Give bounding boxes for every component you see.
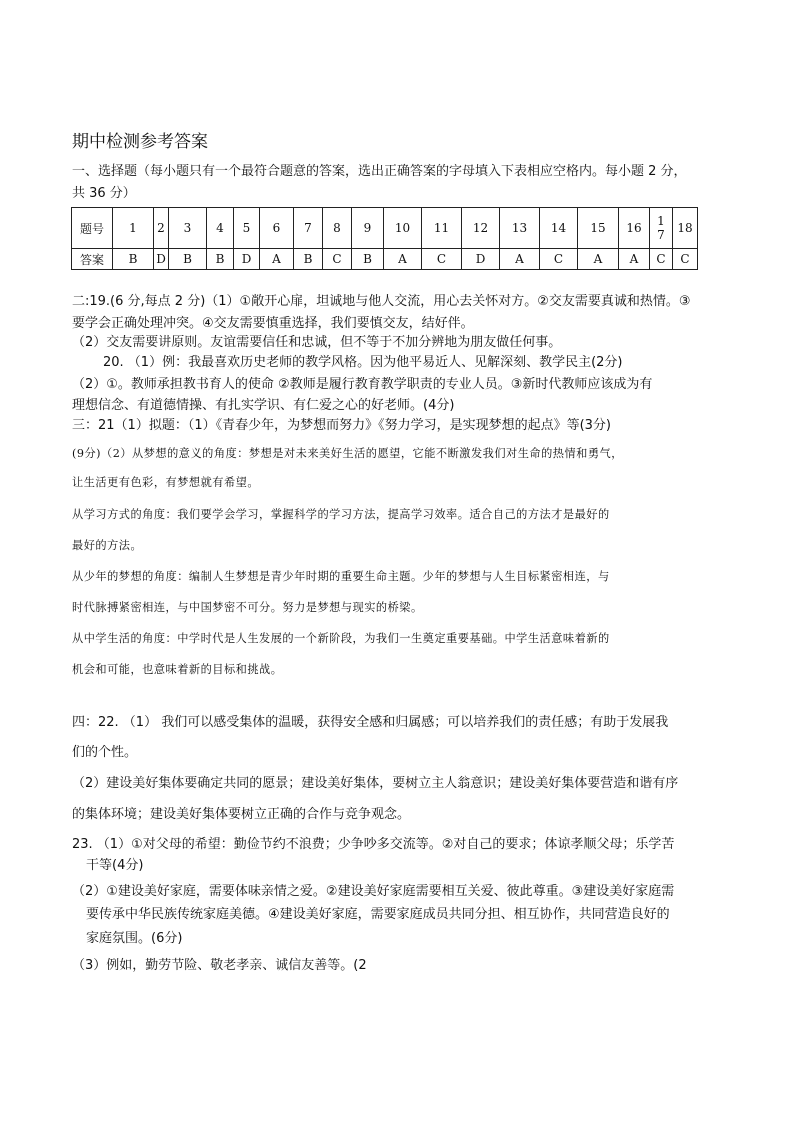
table-cell-answer: C <box>673 249 698 270</box>
answer-line: 要传承中华民族传统家庭美德。④建设美好家庭，需要家庭成员共同分担、相互协作，共同营造良好的 <box>86 907 670 922</box>
table-cell-answer: B <box>113 249 154 270</box>
table-cell-number: 2 <box>154 208 169 249</box>
table-cell-number: 7 <box>294 208 323 249</box>
table-cell-number: 6 <box>260 208 294 249</box>
table-cell-number: 14 <box>540 208 578 249</box>
table-cell-number: 1 <box>113 208 154 249</box>
answer-line: 时代脉搏紧密相连，与中国梦密不可分。努力是梦想与现实的桥梁。 <box>72 601 423 614</box>
table-row-answers <box>72 249 698 270</box>
table-cell-number: 13 <box>500 208 540 249</box>
section1-instruction-line2: 共 36 分） <box>72 186 136 201</box>
answer-line: (9分)（2）从梦想的意义的角度：梦想是对未来美好生活的愿望，它能不断激发我们对生命的热情和勇气， <box>72 447 623 460</box>
table-cell-answer: D <box>154 249 169 270</box>
answer-line: 理想信念、有道德情操、有扎实学识、有仁爱之心的好老师。(4分) <box>72 398 455 413</box>
table-cell-answer: C <box>540 249 578 270</box>
answer-line: （2）建设美好集体要确定共同的愿景；建设美好集体，要树立主人翁意识；建设美好集体要营造和谐有序 <box>72 776 679 791</box>
table-cell-number: 16 <box>619 208 650 249</box>
table-cell-number: 9 <box>352 208 384 249</box>
table-cell-number: 3 <box>169 208 207 249</box>
answer-line: 从中学生活的角度：中学时代是人生发展的一个新阶段，为我们一生奠定重要基础。中学生活意味着新的 <box>72 632 610 645</box>
table-cell-answer: B <box>352 249 384 270</box>
answer-line: （3）例如，勤劳节险、敬老孝亲、诚信友善等。(2 <box>72 958 367 973</box>
answer-line: 23. （1）①对父母的希望：勤俭节约不浪费；少争吵多交流等。②对自己的要求；体谅孝顺父母；乐学苦 <box>72 837 675 852</box>
table-cell-number: 4 <box>207 208 234 249</box>
page-title: 期中检测参考答案 <box>72 132 208 152</box>
answer-line: 四：22. （1） 我们可以感受集体的温暖，获得安全感和归属感；可以培养我们的责任感；有助于发展我 <box>72 715 669 730</box>
answer-line: 们的个性。 <box>72 745 138 760</box>
table-cell-answer: D <box>462 249 500 270</box>
table-cell-number: 12 <box>462 208 500 249</box>
answer-line: 要学会正确处理冲突。④交友需要慎重选择，我们要慎交友，结好伴。 <box>72 316 474 331</box>
answer-line: （2）交友需要讲原则。友谊需要信任和忠诚，但不等于不加分辨地为朋友做任何事。 <box>72 335 562 350</box>
answer-line: 机会和可能，也意味着新的目标和挑战。 <box>72 663 283 676</box>
table-cell-answer: A <box>500 249 540 270</box>
section1-instruction-line1: 一、选择题（每小题只有一个最符合题意的答案，选出正确答案的字母填入下表相应空格内。每小题 2 分， <box>72 164 687 179</box>
table-cell-number: 15 <box>578 208 619 249</box>
table-cell-answer: C <box>422 249 462 270</box>
answer-line: （2）①。教师承担教书育人的使命 ②教师是履行教育教学职责的专业人员。③新时代教师应该成为有 <box>72 377 653 392</box>
table-cell-answer: A <box>578 249 619 270</box>
answer-line: 的集体环境；建设美好集体要树立正确的合作与竞争观念。 <box>72 807 411 822</box>
table-cell-number: 11 <box>422 208 462 249</box>
table-cell-answer: A <box>619 249 650 270</box>
table-cell-answer: D <box>234 249 260 270</box>
table-cell-answer: C <box>323 249 352 270</box>
answer-line: （2）①建设美好家庭，需要体味亲情之爱。②建设美好家庭需要相互关爱、彼此尊重。③建设美好家庭需 <box>72 884 675 899</box>
table-row-label: 题号 <box>72 208 113 249</box>
table-cell-answer: B <box>169 249 207 270</box>
answer-line: 三：21（1）拟题：（1）《青春少年，为梦想而努力》《努力学习，是实现梦想的起点》等(3分) <box>72 418 611 433</box>
table-cell-number: 8 <box>323 208 352 249</box>
table-cell-answer: A <box>384 249 422 270</box>
answer-line: 从少年的梦想的角度：编制人生梦想是青少年时期的重要生命主题。少年的梦想与人生目标紧密相连，与 <box>72 570 610 583</box>
table-cell-number: 18 <box>673 208 698 249</box>
table-cell-number: 5 <box>234 208 260 249</box>
table-cell-answer: C <box>650 249 673 270</box>
answer-line: 最好的方法。 <box>72 539 143 552</box>
table-cell-answer: B <box>294 249 323 270</box>
answer-line: 家庭氛围。(6分) <box>86 931 183 946</box>
table-cell-number <box>650 208 673 249</box>
answer-line: 20. （1）例：我最喜欢历史老师的教学风格。因为他平易近人、见解深刻、教学民主(2分) <box>103 355 623 370</box>
answer-line: 从学习方式的角度：我们要学会学习，掌握科学的学习方法，提高学习效率。适合自己的方法才是最好的 <box>72 508 610 521</box>
answer-line: 二:19.(6 分,每点 2 分)（1）①敞开心扉，坦诚地与他人交流，用心去关怀对方。②交友需要真诚和热情。③ <box>72 294 691 309</box>
table-row-numbers <box>72 208 698 249</box>
table-cell-answer: A <box>260 249 294 270</box>
table-cell-number: 10 <box>384 208 422 249</box>
answer-table <box>71 207 698 270</box>
answer-line: 干等(4分) <box>86 858 144 873</box>
table-cell-number-text: 17 <box>657 214 665 242</box>
answer-line: 让生活更有色彩，有梦想就有希望。 <box>72 476 260 489</box>
table-cell-answer: B <box>207 249 234 270</box>
table-row-label: 答案 <box>72 249 113 270</box>
